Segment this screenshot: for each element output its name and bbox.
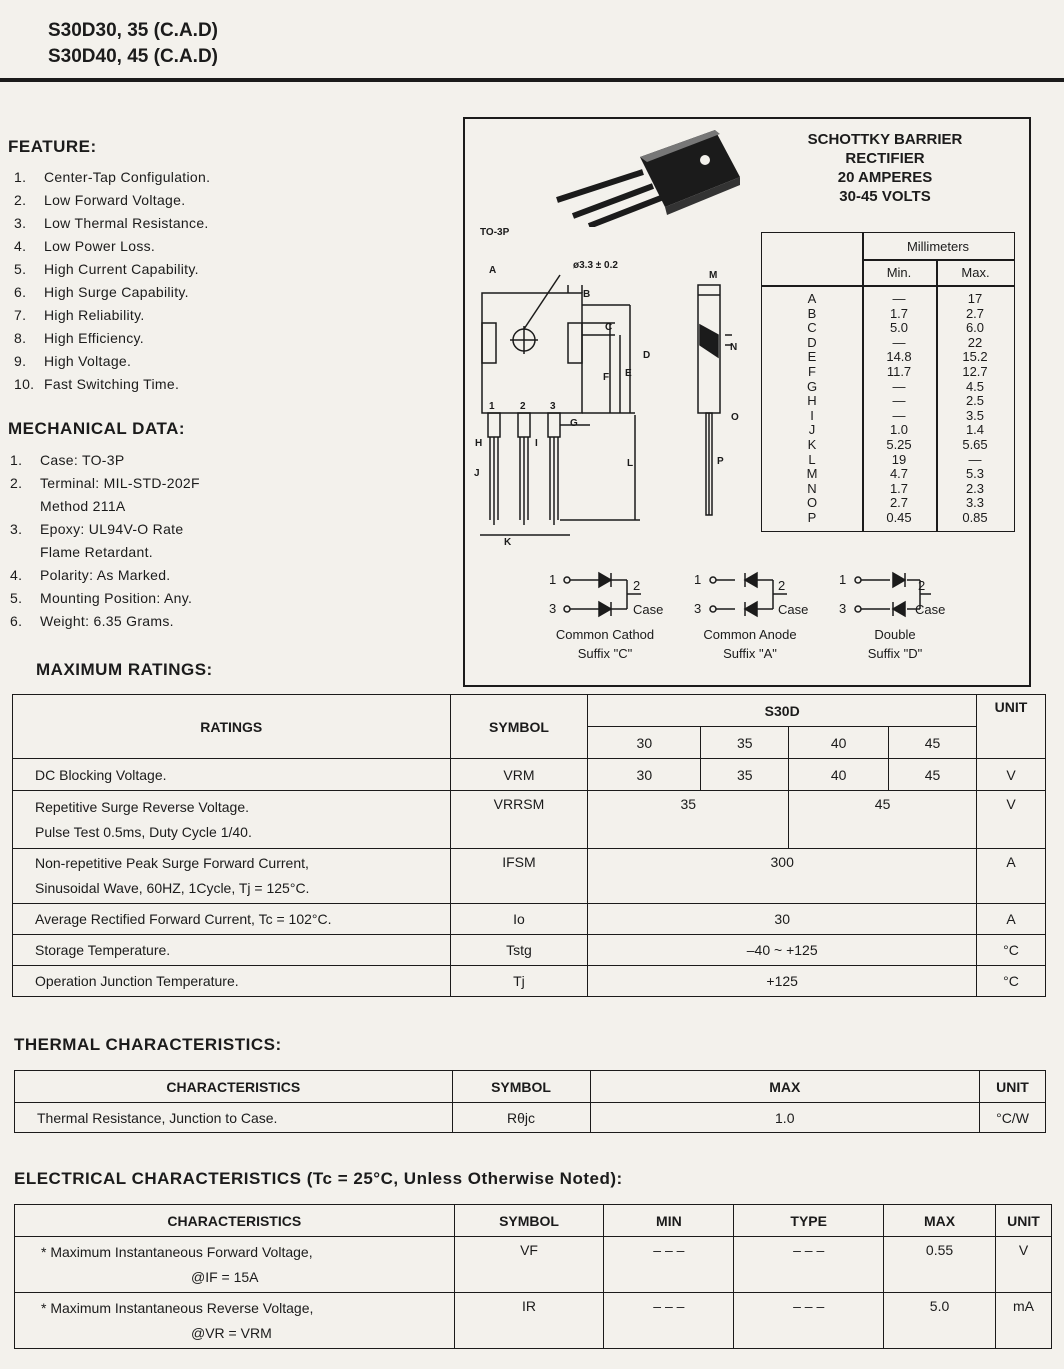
dimension-letter: D: [807, 334, 817, 350]
package-name: TO-3P: [480, 227, 510, 238]
mechanical-title: MECHANICAL DATA:: [8, 419, 186, 438]
vrrsm-name: Repetitive Surge Reverse Voltage.: [35, 798, 250, 815]
mechanical-item-number: 5.: [10, 590, 23, 606]
thermal-col-max: MAX: [590, 1071, 980, 1103]
feature-item: [8, 281, 448, 304]
config-suffix: Suffix "C": [577, 646, 633, 661]
package-3d-drawing: [545, 122, 755, 227]
dimension-min: 11.7: [886, 363, 912, 379]
dimension-letter: N: [807, 480, 817, 496]
col-ratings: RATINGS: [13, 695, 451, 759]
symbol-vrm: VRM: [450, 759, 588, 791]
vf-min: – – –: [604, 1237, 734, 1293]
mechanical-item-text: Case: TO-3P: [40, 452, 125, 468]
symbol-io: Io: [450, 904, 588, 935]
feature-item-number: 8.: [14, 330, 27, 346]
config-pin-2: 2: [778, 578, 786, 593]
dim-max-header: Max.: [961, 265, 990, 280]
thermal-col-symbol: SYMBOL: [452, 1071, 590, 1103]
tstg-unit: °C: [976, 935, 1045, 966]
mechanical-item-text: Epoxy: UL94V-O Rate: [40, 521, 184, 537]
feature-item-text: High Surge Capability.: [44, 284, 189, 300]
symbol-vrrsm: VRRSM: [450, 791, 588, 849]
symbol-tj: Tj: [450, 966, 588, 997]
feature-list: [8, 166, 448, 396]
electrical-table: [14, 1204, 1052, 1349]
dimension-letter: M: [806, 466, 818, 482]
dimension-max: 12.7: [962, 363, 988, 379]
symbol-ifsm: IFSM: [450, 849, 588, 904]
dimension-min: —: [892, 334, 906, 350]
ifsm-unit: A: [976, 849, 1045, 904]
feature-item-number: 3.: [14, 215, 27, 231]
config-pin-1: 1: [694, 572, 702, 587]
mechanical-item-text: Method 211A: [40, 498, 126, 514]
forward-voltage: [15, 1237, 455, 1293]
mechanical-item-number: 4.: [10, 567, 23, 583]
dimension-letter: A: [807, 291, 817, 306]
dimension-row: [762, 438, 1014, 453]
vrrsm-condition: Pulse Test 0.5ms, Duty Cycle 1/40.: [35, 823, 252, 840]
max-ratings-title: MAXIMUM RATINGS:: [36, 660, 213, 679]
mechanical-item-text: Weight: 6.35 Grams.: [40, 613, 174, 629]
elec-col-char: CHARACTERISTICS: [15, 1205, 455, 1237]
dim-letter-d: D: [643, 350, 651, 361]
dimension-letter: G: [806, 378, 818, 394]
mechanical-item-text: Terminal: MIL-STD-202F: [40, 475, 200, 491]
mechanical-item-text: Polarity: As Marked.: [40, 567, 171, 583]
vrm-30: 30: [588, 759, 701, 791]
mechanical-item-number: 6.: [10, 613, 23, 629]
config-suffix: Suffix "D": [867, 646, 923, 661]
config-pin-1: 1: [549, 572, 557, 587]
dimension-max: 0.85: [962, 509, 988, 525]
feature-item: [8, 350, 448, 373]
ir-type: – – –: [734, 1293, 884, 1349]
dim-letter-i: I: [535, 438, 538, 449]
variant-45: 45: [889, 727, 977, 759]
dimension-letter: J: [808, 422, 816, 438]
package-outline-drawing: [470, 265, 770, 555]
dim-letter-b: B: [583, 289, 591, 300]
rthjc-value: 1.0: [590, 1103, 980, 1133]
dimension-max: 3.3: [965, 495, 985, 511]
symbol-tstg: Tstg: [450, 935, 588, 966]
dimension-row: [762, 496, 1014, 511]
vf-max: 0.55: [884, 1237, 996, 1293]
config-suffix: Suffix "A": [723, 646, 777, 661]
mechanical-item: [4, 564, 444, 587]
vrm-40: 40: [789, 759, 889, 791]
feature-item-number: 10.: [14, 376, 35, 392]
vrrsm-unit: V: [976, 791, 1045, 849]
product-voltage: 30-45 VOLTS: [839, 188, 931, 205]
product-description: [780, 130, 990, 206]
dimension-min: 14.8: [886, 349, 912, 365]
feature-item-text: High Reliability.: [44, 307, 145, 323]
dim-unit-header: Millimeters: [906, 239, 970, 254]
dimension-row: [762, 409, 1014, 424]
mechanical-item-number: 3.: [10, 521, 23, 537]
dimension-max: 4.5: [965, 378, 985, 394]
feature-item: [8, 235, 448, 258]
dimension-max: 5.65: [962, 436, 988, 452]
feature-item-number: 5.: [14, 261, 27, 277]
dim-letter-c: C: [605, 322, 613, 333]
dimension-letter: E: [807, 349, 817, 365]
dim-letter-k: K: [504, 537, 512, 548]
dimension-letter: F: [808, 363, 816, 379]
dimension-row: [762, 350, 1014, 365]
feature-item-text: Low Power Loss.: [44, 238, 156, 254]
vf-name: * Maximum Instantaneous Forward Voltage,: [41, 1243, 313, 1260]
thermal-table: [14, 1070, 1046, 1133]
dimension-max: —: [968, 451, 982, 467]
dimension-letter: O: [806, 495, 818, 511]
dim-letter-n: N: [730, 342, 738, 353]
max-ratings-table: [12, 694, 1046, 997]
dimension-max: 15.2: [962, 349, 988, 365]
dimension-row: [762, 336, 1014, 351]
feature-item: [8, 166, 448, 189]
elec-col-unit: UNIT: [995, 1205, 1051, 1237]
dim-letter-j: J: [474, 468, 480, 479]
dimension-letter: L: [808, 451, 816, 467]
header-rule: [0, 78, 1064, 82]
feature-item-text: Low Forward Voltage.: [44, 192, 186, 208]
ir-name: * Maximum Instantaneous Reverse Voltage,: [41, 1299, 314, 1316]
dimension-min: 1.0: [889, 422, 909, 438]
config-pin-2: 2: [918, 578, 926, 593]
variant-35: 35: [701, 727, 789, 759]
dimension-letter: I: [810, 407, 814, 423]
mounting-hole-label: ø3.3 ± 0.2: [573, 260, 618, 271]
config-pin-1: 1: [839, 572, 847, 587]
col-part: S30D: [588, 695, 977, 727]
vf-unit: V: [995, 1237, 1051, 1293]
pin-3-label: 3: [550, 401, 556, 412]
dimension-letter: B: [807, 305, 817, 321]
symbol-rthjc: Rθjc: [452, 1103, 590, 1133]
dimension-min: 4.7: [889, 466, 909, 482]
mechanical-item-number: 1.: [10, 452, 23, 468]
electrical-title: ELECTRICAL CHARACTERISTICS (Tc = 25°C, Unless Otherwise Noted):: [14, 1169, 623, 1188]
rthjc-unit: °C/W: [980, 1103, 1046, 1133]
elec-col-max: MAX: [884, 1205, 996, 1237]
feature-item-text: High Current Capability.: [44, 261, 199, 277]
thermal-col-char: CHARACTERISTICS: [15, 1071, 453, 1103]
config-name: Common Cathod: [555, 627, 655, 642]
feature-item-number: 1.: [14, 169, 27, 185]
mechanical-item: [4, 541, 444, 564]
dimension-min: —: [892, 393, 906, 409]
dimension-max: 17: [967, 291, 983, 306]
dimension-min: 5.25: [886, 436, 912, 452]
mechanical-list: [4, 449, 444, 633]
storage-temperature: Storage Temperature.: [13, 935, 451, 966]
dimension-row: [762, 321, 1014, 336]
dimension-letter: H: [807, 393, 817, 409]
dimension-min: 19: [891, 451, 907, 467]
thermal-title: THERMAL CHARACTERISTICS:: [14, 1035, 282, 1054]
ifsm-condition: Sinusoidal Wave, 60HZ, 1Cycle, Tj = 125°C.: [35, 880, 310, 896]
config-pin-3: 3: [694, 601, 702, 616]
dimension-min: 0.45: [886, 509, 912, 525]
elec-col-min: MIN: [604, 1205, 734, 1237]
vrm-45: 45: [889, 759, 977, 791]
feature-item-text: High Efficiency.: [44, 330, 144, 346]
feature-item-number: 7.: [14, 307, 27, 323]
dim-letter-g: G: [570, 418, 578, 429]
dimension-max: 2.3: [965, 480, 985, 496]
dc-blocking-voltage: DC Blocking Voltage.: [13, 759, 451, 791]
reverse-current: [15, 1293, 455, 1349]
feature-item: [8, 212, 448, 235]
dim-letter-o: O: [731, 412, 739, 423]
vf-type: – – –: [734, 1237, 884, 1293]
dim-letter-m: M: [709, 270, 718, 281]
dimension-table: [761, 232, 1015, 532]
vrrsm-40-45: 45: [789, 791, 977, 849]
dimension-min: 1.7: [889, 305, 909, 321]
vrm-35: 35: [701, 759, 789, 791]
dimension-max: 2.5: [965, 393, 985, 409]
feature-item: [8, 373, 448, 396]
dimension-min: —: [892, 378, 906, 394]
dim-letter-h: H: [475, 438, 483, 449]
variant-30: 30: [588, 727, 701, 759]
mechanical-item-text: Mounting Position: Any.: [40, 590, 193, 606]
dimension-min: 2.7: [889, 495, 909, 511]
feature-title: FEATURE:: [8, 137, 97, 156]
dimension-row: [762, 423, 1014, 438]
dimension-row: [762, 365, 1014, 380]
feature-item: [8, 304, 448, 327]
dimension-row: [762, 467, 1014, 482]
repetitive-surge-reverse-voltage: [13, 791, 451, 849]
dimension-min: —: [892, 291, 906, 306]
feature-item: [8, 258, 448, 281]
feature-item: [8, 327, 448, 350]
dimension-letter: K: [807, 436, 817, 452]
feature-item-text: Low Thermal Resistance.: [44, 215, 209, 231]
elec-col-symbol: SYMBOL: [454, 1205, 604, 1237]
avg-rectified-current: Average Rectified Forward Current, Tc = 102°C.: [13, 904, 451, 935]
config-case-label: Case: [633, 602, 664, 617]
junction-temperature: Operation Junction Temperature.: [13, 966, 451, 997]
pin-2-label: 2: [520, 401, 526, 412]
ifsm-value: 300: [588, 849, 977, 904]
tstg-value: –40 ~ +125: [588, 935, 977, 966]
config-case-label: Case: [778, 602, 809, 617]
mechanical-item: [4, 610, 444, 633]
variant-40: 40: [789, 727, 889, 759]
thermal-resistance: Thermal Resistance, Junction to Case.: [15, 1103, 453, 1133]
dimension-max: 1.4: [965, 422, 985, 438]
dimension-row: [762, 380, 1014, 395]
ir-condition: @VR = VRM: [191, 1324, 272, 1341]
feature-item-number: 6.: [14, 284, 27, 300]
product-type-2: RECTIFIER: [845, 150, 925, 167]
dimension-max: 5.3: [965, 466, 985, 482]
col-unit: UNIT: [976, 695, 1045, 759]
feature-item: [8, 189, 448, 212]
ir-unit: mA: [995, 1293, 1051, 1349]
config-name: Common Anode: [703, 627, 797, 642]
dimension-max: 22: [967, 334, 983, 350]
mechanical-item: [4, 495, 444, 518]
mechanical-item: [4, 472, 444, 495]
elec-col-type: TYPE: [734, 1205, 884, 1237]
tj-unit: °C: [976, 966, 1045, 997]
dimension-row: [762, 453, 1014, 468]
dimension-letter: P: [807, 509, 817, 525]
col-symbol: SYMBOL: [450, 695, 588, 759]
part-number-line-2: S30D40, 45 (C.A.D): [48, 46, 219, 67]
dimension-letter: C: [807, 320, 817, 336]
thermal-col-unit: UNIT: [980, 1071, 1046, 1103]
symbol-ir: IR: [454, 1293, 604, 1349]
mechanical-item: [4, 587, 444, 610]
dimension-row: [762, 307, 1014, 322]
ifsm-name: Non-repetitive Peak Surge Forward Current,: [35, 855, 309, 871]
feature-item-number: 2.: [14, 192, 27, 208]
dim-letter-e: E: [625, 368, 632, 379]
part-number-line-1: S30D30, 35 (C.A.D): [48, 20, 219, 41]
dim-letter-f: F: [603, 372, 610, 383]
feature-item-text: Center-Tap Configulation.: [44, 169, 211, 185]
vrrsm-30-35: 35: [588, 791, 789, 849]
vf-condition: @IF = 15A: [191, 1268, 259, 1285]
ir-max: 5.0: [884, 1293, 996, 1349]
dimension-row: [762, 511, 1014, 526]
config-pin-3: 3: [839, 601, 847, 616]
dimension-max: 2.7: [965, 305, 985, 321]
dimension-row: [762, 394, 1014, 409]
dimension-min: 5.0: [889, 320, 909, 336]
mechanical-item: [4, 518, 444, 541]
tj-value: +125: [588, 966, 977, 997]
peak-surge-forward-current: [13, 849, 451, 904]
dim-min-header: Min.: [886, 265, 912, 280]
dim-letter-l: L: [627, 458, 634, 469]
config-name: Double: [874, 627, 916, 642]
io-value: 30: [588, 904, 977, 935]
dimension-max: 6.0: [965, 320, 985, 336]
dimension-min: —: [892, 407, 906, 423]
dimension-row: [762, 482, 1014, 497]
dimension-rows: [762, 292, 1014, 526]
symbol-vf: VF: [454, 1237, 604, 1293]
dim-letter-p: P: [717, 456, 724, 467]
feature-item-number: 9.: [14, 353, 27, 369]
dimension-min: 1.7: [889, 480, 909, 496]
mechanical-item-text: Flame Retardant.: [40, 544, 153, 560]
config-pin-3: 3: [549, 601, 557, 616]
dim-letter-a: A: [489, 265, 497, 276]
feature-item-text: Fast Switching Time.: [44, 376, 180, 392]
product-type-1: SCHOTTKY BARRIER: [807, 131, 963, 148]
mechanical-item-number: 2.: [10, 475, 23, 491]
pin-1-label: 1: [489, 401, 495, 412]
product-current: 20 AMPERES: [837, 169, 933, 186]
feature-item-text: High Voltage.: [44, 353, 132, 369]
dimension-max: 3.5: [965, 407, 985, 423]
ir-min: – – –: [604, 1293, 734, 1349]
config-pin-2: 2: [633, 578, 641, 593]
io-unit: A: [976, 904, 1045, 935]
vrm-unit: V: [976, 759, 1045, 791]
feature-item-number: 4.: [14, 238, 27, 254]
config-case-label: Case: [915, 602, 946, 617]
dimension-row: [762, 292, 1014, 307]
mechanical-item: [4, 449, 444, 472]
